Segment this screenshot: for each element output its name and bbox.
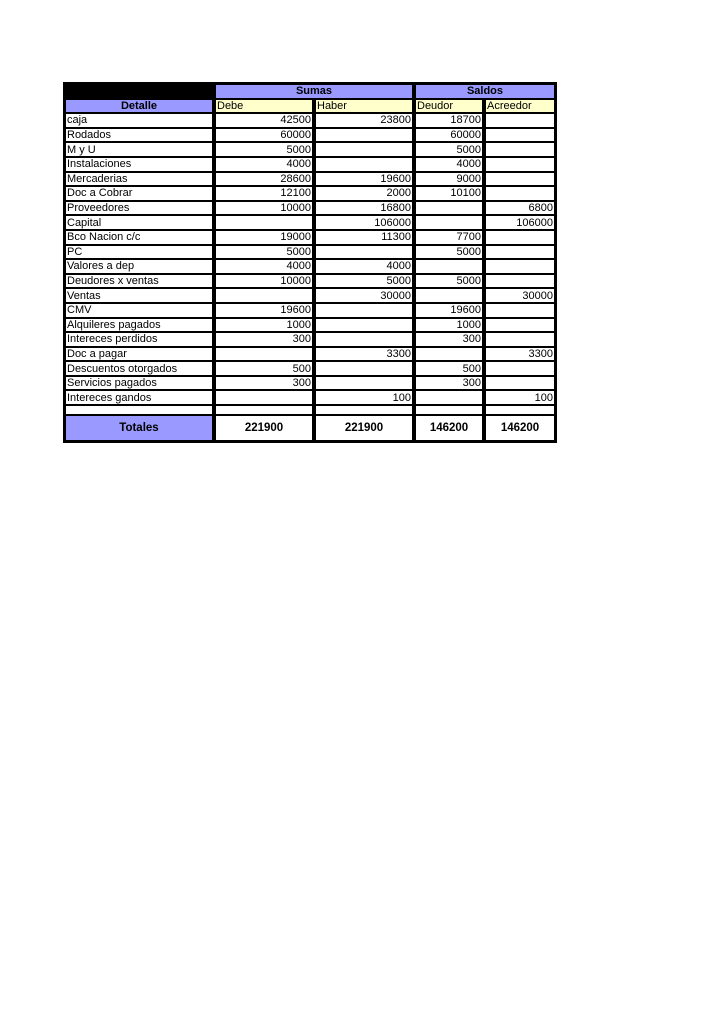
sumas-header: Sumas xyxy=(216,85,416,100)
acreedor-cell xyxy=(486,187,554,202)
table-row xyxy=(66,231,554,246)
cuenta-cell: CMV xyxy=(66,304,216,319)
cuenta-cell: Ventas xyxy=(66,289,216,304)
haber-cell xyxy=(316,143,416,158)
acreedor-cell xyxy=(486,173,554,188)
haber-cell: 23800 xyxy=(316,114,416,129)
debe-cell xyxy=(216,391,316,406)
haber-cell: 2000 xyxy=(316,187,416,202)
table-row xyxy=(66,319,554,334)
spacer-cell xyxy=(66,406,216,416)
haber-cell: 106000 xyxy=(316,216,416,231)
acreedor-cell xyxy=(486,260,554,275)
debe-cell: 500 xyxy=(216,362,316,377)
haber-cell xyxy=(316,362,416,377)
haber-cell: 3300 xyxy=(316,348,416,363)
deudor-cell: 10100 xyxy=(416,187,486,202)
deudor-cell xyxy=(416,289,486,304)
deudor-cell: 9000 xyxy=(416,173,486,188)
acreedor-cell xyxy=(486,333,554,348)
deudor-cell: 60000 xyxy=(416,129,486,144)
acreedor-cell: 106000 xyxy=(486,216,554,231)
spacer-row xyxy=(66,406,554,416)
balance-sheet-table xyxy=(63,82,557,443)
total-acreedor-cell: 146200 xyxy=(486,416,554,440)
table-row xyxy=(66,173,554,188)
haber-cell: 16800 xyxy=(316,202,416,217)
total-debe-cell: 221900 xyxy=(216,416,316,440)
debe-cell xyxy=(216,289,316,304)
debe-cell: 4000 xyxy=(216,158,316,173)
debe-cell: 5000 xyxy=(216,143,316,158)
acreedor-cell: 100 xyxy=(486,391,554,406)
debe-cell xyxy=(216,348,316,363)
table-row xyxy=(66,260,554,275)
acreedor-cell xyxy=(486,231,554,246)
spacer-cell xyxy=(416,406,486,416)
acreedor-cell xyxy=(486,114,554,129)
acreedor-cell xyxy=(486,304,554,319)
table-row xyxy=(66,114,554,129)
deudor-cell xyxy=(416,216,486,231)
totals-row xyxy=(66,416,554,440)
table-row xyxy=(66,216,554,231)
deudor-header: Deudor xyxy=(416,100,486,115)
table-row xyxy=(66,362,554,377)
debe-cell: 10000 xyxy=(216,275,316,290)
debe-cell: 300 xyxy=(216,377,316,392)
acreedor-cell: 6800 xyxy=(486,202,554,217)
total-haber-cell: 221900 xyxy=(316,416,416,440)
cuenta-cell: Instalaciones xyxy=(66,158,216,173)
cuenta-cell: PC xyxy=(66,246,216,261)
table-row xyxy=(66,275,554,290)
haber-cell xyxy=(316,304,416,319)
cuenta-cell: Rodados xyxy=(66,129,216,144)
debe-cell: 28600 xyxy=(216,173,316,188)
cuenta-cell: M y U xyxy=(66,143,216,158)
table-row xyxy=(66,391,554,406)
haber-header: Haber xyxy=(316,100,416,115)
detalle-header: Detalle xyxy=(66,100,216,115)
debe-cell: 42500 xyxy=(216,114,316,129)
haber-cell: 100 xyxy=(316,391,416,406)
table-row xyxy=(66,333,554,348)
table-row xyxy=(66,187,554,202)
table-row xyxy=(66,377,554,392)
acreedor-cell xyxy=(486,362,554,377)
saldos-header: Saldos xyxy=(416,85,554,100)
cuenta-cell: Mercaderias xyxy=(66,173,216,188)
cuenta-cell: Servicios pagados xyxy=(66,377,216,392)
cuenta-cell: Deudores x ventas xyxy=(66,275,216,290)
cuenta-cell: Capital xyxy=(66,216,216,231)
debe-cell: 5000 xyxy=(216,246,316,261)
debe-cell: 19600 xyxy=(216,304,316,319)
haber-cell: 30000 xyxy=(316,289,416,304)
column-header-row xyxy=(66,100,554,115)
debe-cell: 4000 xyxy=(216,260,316,275)
haber-cell xyxy=(316,319,416,334)
table-row xyxy=(66,143,554,158)
spacer-cell xyxy=(316,406,416,416)
deudor-cell xyxy=(416,348,486,363)
acreedor-cell xyxy=(486,319,554,334)
deudor-cell xyxy=(416,260,486,275)
deudor-cell: 300 xyxy=(416,333,486,348)
acreedor-cell: 30000 xyxy=(486,289,554,304)
deudor-cell xyxy=(416,391,486,406)
table-row xyxy=(66,129,554,144)
deudor-cell: 5000 xyxy=(416,246,486,261)
table-row xyxy=(66,348,554,363)
deudor-cell: 18700 xyxy=(416,114,486,129)
cuenta-cell: Alquileres pagados xyxy=(66,319,216,334)
debe-header: Debe xyxy=(216,100,316,115)
debe-cell: 12100 xyxy=(216,187,316,202)
acreedor-cell xyxy=(486,246,554,261)
spacer-cell xyxy=(216,406,316,416)
cuenta-cell: Doc a Cobrar xyxy=(66,187,216,202)
deudor-cell xyxy=(416,202,486,217)
cuenta-cell: Descuentos otorgados xyxy=(66,362,216,377)
table-row xyxy=(66,289,554,304)
deudor-cell: 300 xyxy=(416,377,486,392)
haber-cell xyxy=(316,377,416,392)
table-row xyxy=(66,246,554,261)
deudor-cell: 5000 xyxy=(416,275,486,290)
acreedor-cell: 3300 xyxy=(486,348,554,363)
debe-cell: 19000 xyxy=(216,231,316,246)
deudor-cell: 19600 xyxy=(416,304,486,319)
cuenta-cell: Intereces gandos xyxy=(66,391,216,406)
acreedor-cell xyxy=(486,143,554,158)
haber-cell: 5000 xyxy=(316,275,416,290)
cuenta-cell: Valores a dep xyxy=(66,260,216,275)
acreedor-cell xyxy=(486,275,554,290)
table-row xyxy=(66,202,554,217)
debe-cell xyxy=(216,216,316,231)
deudor-cell: 5000 xyxy=(416,143,486,158)
spacer-cell xyxy=(486,406,554,416)
haber-cell xyxy=(316,333,416,348)
haber-cell: 19600 xyxy=(316,173,416,188)
table-row xyxy=(66,158,554,173)
haber-cell xyxy=(316,246,416,261)
deudor-cell: 1000 xyxy=(416,319,486,334)
total-deudor-cell: 146200 xyxy=(416,416,486,440)
acreedor-cell xyxy=(486,158,554,173)
acreedor-header: Acreedor xyxy=(486,100,554,115)
debe-cell: 60000 xyxy=(216,129,316,144)
group-header-row xyxy=(66,85,554,100)
total-label-cell: Totales xyxy=(66,416,216,440)
acreedor-cell xyxy=(486,377,554,392)
haber-cell xyxy=(316,129,416,144)
blank-header-cell xyxy=(66,85,216,100)
deudor-cell: 4000 xyxy=(416,158,486,173)
cuenta-cell: Bco Nacion c/c xyxy=(66,231,216,246)
cuenta-cell: caja xyxy=(66,114,216,129)
balance-sheet-body xyxy=(66,85,554,440)
cuenta-cell: Doc a pagar xyxy=(66,348,216,363)
haber-cell: 4000 xyxy=(316,260,416,275)
cuenta-cell: Intereces perdidos xyxy=(66,333,216,348)
cuenta-cell: Proveedores xyxy=(66,202,216,217)
table-row xyxy=(66,304,554,319)
debe-cell: 10000 xyxy=(216,202,316,217)
deudor-cell: 7700 xyxy=(416,231,486,246)
haber-cell: 11300 xyxy=(316,231,416,246)
debe-cell: 300 xyxy=(216,333,316,348)
haber-cell xyxy=(316,158,416,173)
debe-cell: 1000 xyxy=(216,319,316,334)
deudor-cell: 500 xyxy=(416,362,486,377)
acreedor-cell xyxy=(486,129,554,144)
